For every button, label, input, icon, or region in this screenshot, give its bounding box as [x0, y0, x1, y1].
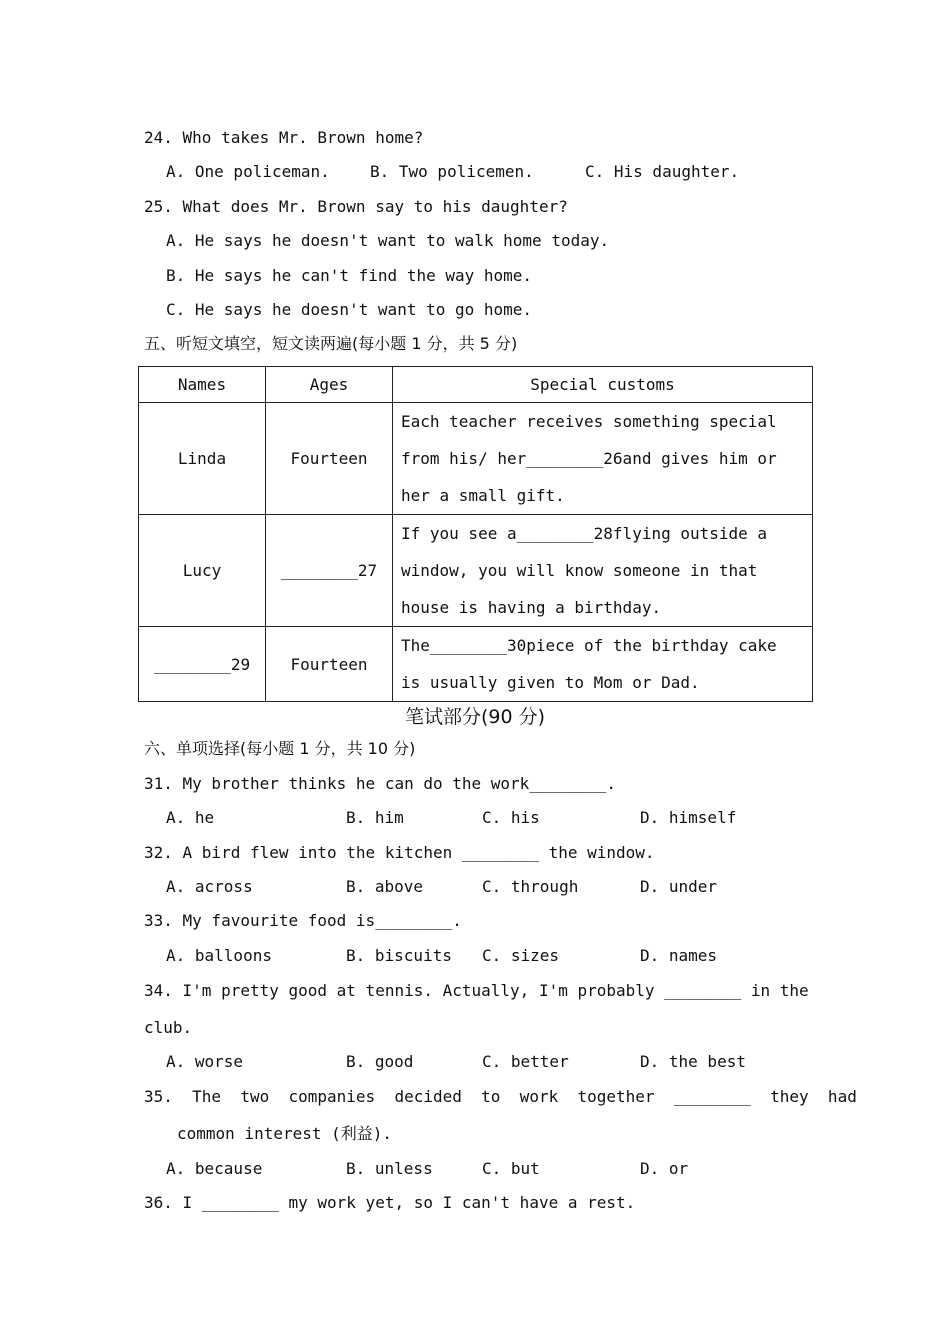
q35-stem-cont: common interest (利益). [177, 1124, 393, 1143]
table-row [139, 403, 813, 515]
q31-stem: 31. My brother thinks he can do the work________. [144, 774, 617, 793]
row-name: Lucy [139, 515, 266, 627]
q32-option-b: B. above [346, 877, 424, 896]
q34-option-a: A. worse [166, 1052, 244, 1071]
q24-option-c: C. His daughter. [585, 162, 740, 181]
q35-stem: 35. The two companies decided to work together ________ they had [144, 1087, 857, 1106]
q32-option-a: A. across [166, 877, 253, 896]
q31-option-a: A. he [166, 808, 215, 827]
q34-option-d: D. the best [640, 1052, 746, 1071]
table-row [139, 627, 813, 702]
q35-option-c: C. but [482, 1159, 540, 1178]
q25-option-b: B. He says he can't find the way home. [166, 266, 533, 285]
section-6-title: 六、单项选择(每小题 1 分，共 10 分) [144, 739, 416, 758]
q33-option-c: C. sizes [482, 946, 560, 965]
q34-option-b: B. good [346, 1052, 414, 1071]
q35-option-b: B. unless [346, 1159, 433, 1178]
header-ages: Ages [266, 367, 393, 403]
q24-option-a: A. One policeman. [166, 162, 330, 181]
q31-option-b: B. him [346, 808, 404, 827]
q33-stem: 33. My favourite food is________. [144, 911, 462, 930]
written-part-title: 笔试部分(90 分) [404, 706, 546, 728]
listening-table [138, 366, 813, 702]
row-age: ________27 [266, 515, 393, 627]
q32-option-d: D. under [640, 877, 718, 896]
row-custom: Each teacher receives something special from his/ her________26and gives him or her a small gift. [393, 403, 813, 515]
q24-stem: 24. Who takes Mr. Brown home? [144, 128, 424, 147]
table-header-row [139, 367, 813, 403]
row-age: Fourteen [266, 403, 393, 515]
q31-option-c: C. his [482, 808, 540, 827]
row-age: Fourteen [266, 627, 393, 702]
q34-stem-cont: club. [144, 1018, 193, 1037]
row-custom: The________30piece of the birthday cake is usually given to Mom or Dad. [393, 627, 813, 702]
row-name: ________29 [139, 627, 266, 702]
q32-stem: 32. A bird flew into the kitchen ________ the window. [144, 843, 655, 862]
section-5-title: 五、听短文填空，短文读两遍(每小题 1 分，共 5 分) [144, 334, 518, 353]
q32-option-c: C. through [482, 877, 579, 896]
q33-option-d: D. names [640, 946, 718, 965]
q33-option-b: B. biscuits [346, 946, 452, 965]
q35-option-a: A. because [166, 1159, 263, 1178]
q33-option-a: A. balloons [166, 946, 272, 965]
header-special-customs: Special customs [393, 367, 813, 403]
q25-stem: 25. What does Mr. Brown say to his daughter? [144, 197, 568, 216]
row-custom: If you see a________28flying outside a window, you will know someone in that house is having a birthday. [393, 515, 813, 627]
q34-option-c: C. better [482, 1052, 569, 1071]
q24-option-b: B. Two policemen. [370, 162, 534, 181]
q36-stem: 36. I ________ my work yet, so I can't have a rest. [144, 1193, 636, 1212]
q34-stem: 34. I'm pretty good at tennis. Actually, I'm probably ________ in the [144, 981, 809, 1000]
q31-option-d: D. himself [640, 808, 737, 827]
row-name: Linda [139, 403, 266, 515]
header-names: Names [139, 367, 266, 403]
q35-option-d: D. or [640, 1159, 689, 1178]
q25-option-c: C. He says he doesn't want to go home. [166, 300, 533, 319]
table-row [139, 515, 813, 627]
q25-option-a: A. He says he doesn't want to walk home today. [166, 231, 610, 250]
